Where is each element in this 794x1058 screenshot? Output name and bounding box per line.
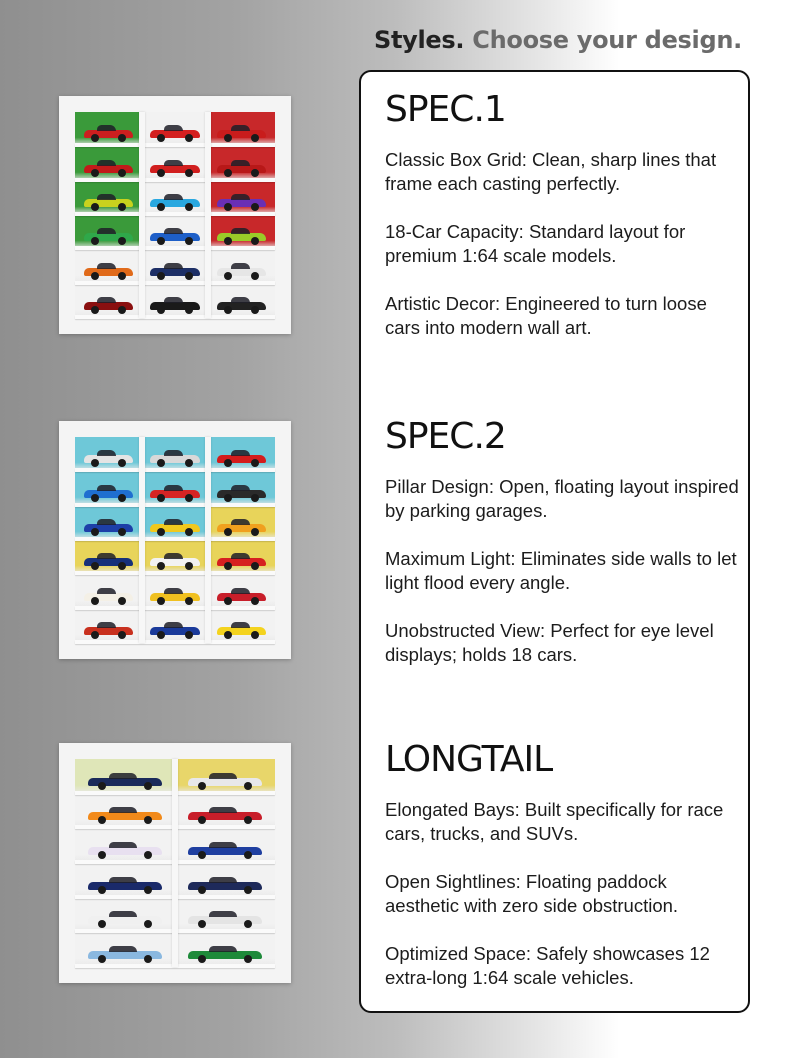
model-car <box>188 910 262 928</box>
spec-feature: Artistic Decor: Engineered to turn loose cars into modern wall art. <box>385 293 707 338</box>
cabinet-interior <box>75 112 275 318</box>
model-car <box>84 159 133 177</box>
cabinet-shelf <box>75 571 275 575</box>
cabinet-interior <box>75 759 275 967</box>
spec-title: SPEC.2 <box>385 416 506 457</box>
model-car <box>217 124 266 142</box>
spec-feature: Optimized Space: Safely showcases 12 extra-long 1:64 scale vehicles. <box>385 943 710 988</box>
model-car <box>84 193 133 211</box>
model-car <box>217 449 266 467</box>
model-car <box>150 124 199 142</box>
spec1-display-cabinet <box>59 96 291 334</box>
cabinet-shelf <box>75 281 275 285</box>
page-heading <box>374 26 742 54</box>
spec-feature: Maximum Light: Eliminates side walls to let light flood every angle. <box>385 548 737 593</box>
cabinet-divider <box>139 437 145 643</box>
model-car <box>84 449 133 467</box>
model-car <box>217 587 266 605</box>
model-car <box>217 518 266 536</box>
cabinet-divider <box>205 437 211 643</box>
model-car <box>217 159 266 177</box>
cabinet-divider <box>139 112 145 318</box>
model-car <box>84 124 133 142</box>
cabinet-shelf <box>75 178 275 182</box>
model-car <box>84 518 133 536</box>
model-car <box>84 262 133 280</box>
model-car <box>150 552 199 570</box>
spec-section-spec1 <box>385 90 745 364</box>
model-car <box>88 841 162 859</box>
cabinet-shelf <box>75 537 275 541</box>
model-car <box>150 227 199 245</box>
model-car <box>84 552 133 570</box>
cabinet-shelf <box>75 143 275 147</box>
cabinet-divider <box>172 759 178 967</box>
model-car <box>88 910 162 928</box>
model-car <box>84 296 133 314</box>
longtail-display-cabinet <box>59 743 291 983</box>
model-car <box>217 227 266 245</box>
spec-feature: Unobstructed View: Perfect for eye level displays; holds 18 cars. <box>385 620 714 665</box>
specs-card <box>359 70 750 1013</box>
cabinet-shelf <box>75 640 275 644</box>
cabinet-interior <box>75 437 275 643</box>
model-car <box>217 552 266 570</box>
spec2-display-cabinet <box>59 421 291 659</box>
model-car <box>88 876 162 894</box>
model-car <box>150 518 199 536</box>
spec-feature: Open Sightlines: Floating paddock aesthetic with zero side obstruction. <box>385 871 679 916</box>
model-car <box>150 587 199 605</box>
model-car <box>150 159 199 177</box>
model-car <box>188 806 262 824</box>
model-car <box>150 449 199 467</box>
model-car <box>217 262 266 280</box>
spec-feature: Elongated Bays: Built specifically for race cars, trucks, and SUVs. <box>385 799 724 844</box>
model-car <box>88 772 162 790</box>
spec-feature: Classic Box Grid: Clean, sharp lines that frame each casting perfectly. <box>385 149 717 194</box>
model-car <box>150 262 199 280</box>
model-car <box>84 621 133 639</box>
cabinet-shelf <box>75 315 275 319</box>
model-car <box>84 587 133 605</box>
cabinet-shelf <box>75 468 275 472</box>
model-car <box>84 227 133 245</box>
cabinet-divider <box>205 112 211 318</box>
spec-section-spec2 <box>385 417 745 691</box>
model-car <box>217 296 266 314</box>
model-car <box>84 484 133 502</box>
model-car <box>88 806 162 824</box>
model-car <box>150 621 199 639</box>
model-car <box>217 484 266 502</box>
model-car <box>150 296 199 314</box>
cabinet-shelf <box>75 503 275 507</box>
cabinet-shelf <box>75 606 275 610</box>
heading-choose-design: Choose your design. <box>472 26 742 54</box>
model-car <box>217 193 266 211</box>
heading-styles: Styles. <box>374 26 465 54</box>
model-car <box>188 772 262 790</box>
model-car <box>188 876 262 894</box>
spec-title: LONGTAIL <box>385 739 553 780</box>
cabinet-shelf <box>75 246 275 250</box>
model-car <box>88 945 162 963</box>
model-car <box>150 193 199 211</box>
model-car <box>188 841 262 859</box>
model-car <box>188 945 262 963</box>
model-car <box>217 621 266 639</box>
cabinet-shelf <box>75 212 275 216</box>
spec-section-longtail <box>385 740 745 1014</box>
spec-feature: Pillar Design: Open, floating layout inspired by parking garages. <box>385 476 739 521</box>
spec-feature: 18-Car Capacity: Standard layout for premium 1:64 scale models. <box>385 221 686 266</box>
model-car <box>150 484 199 502</box>
spec-title: SPEC.1 <box>385 89 506 130</box>
